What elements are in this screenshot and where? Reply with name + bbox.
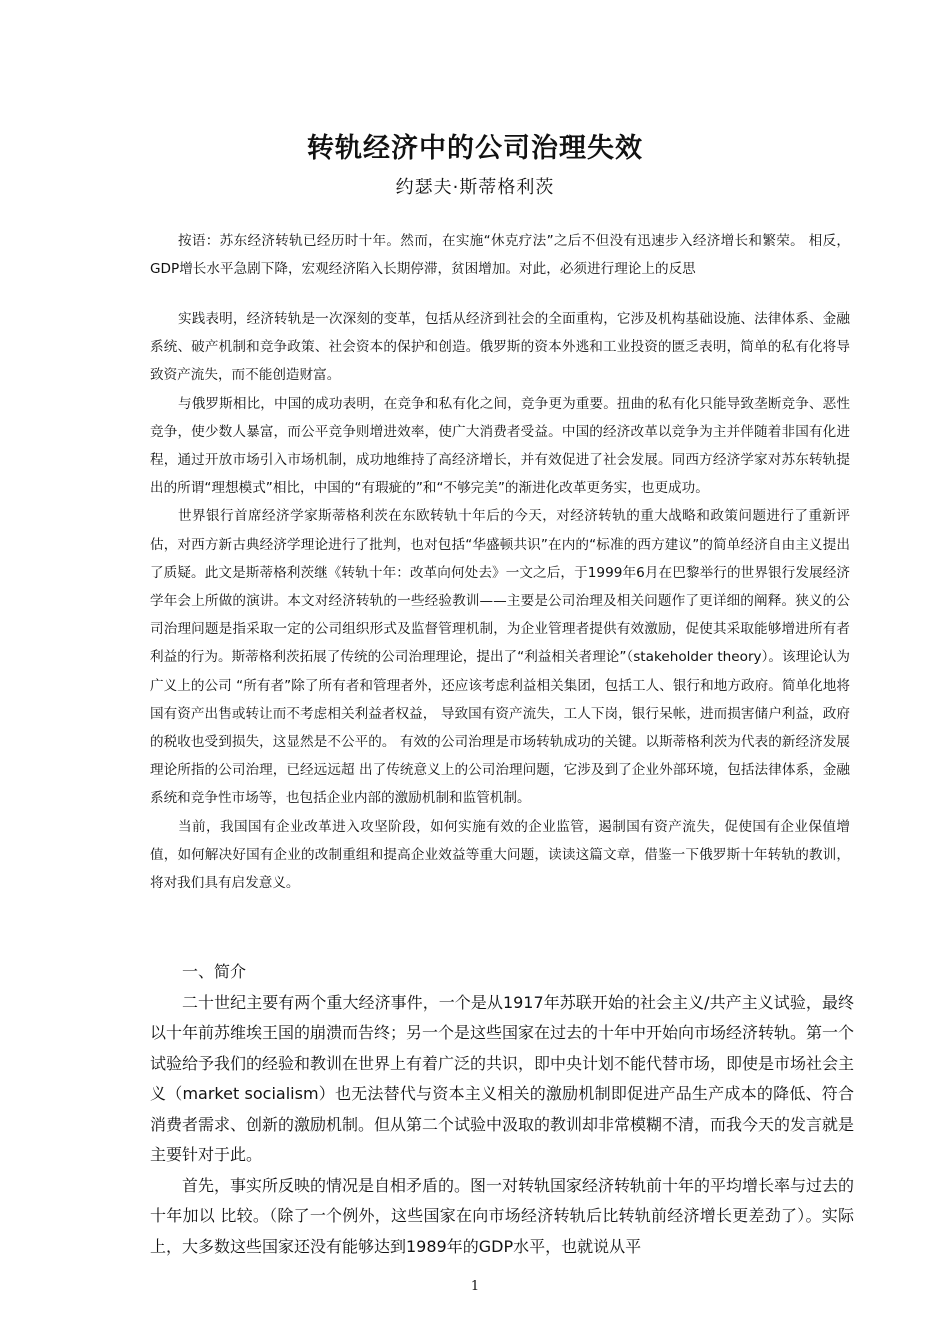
intro-section	[150, 305, 850, 897]
intro-paragraph: 世界银行首席经济学家斯蒂格利茨在东欧转轨十年后的今天，对经济转轨的重大战略和政策问题进行了重新评估，对西方新古典经济学理论进行了批判，也对包括“华盛顿共识”在内的“标准的西方建议”的简单经济自由主义提出了质疑。此文是斯蒂格利茨继《转轨十年：改革向何处去》一文之后，于1999年6月在巴黎举行的世界银行发展经济学年会上所做的演讲。本文对经济转轨的一些经验教训——主要是公司治理及相关问题作了更详细的阐释。狭义的公司治理问题是指采取一定的公司组织形式及监督管理机制，为企业管理者提供有效激励，促使其采取能够增进所有者利益的行为。斯蒂格利茨拓展了传统的公司治理理论，提出了“利益相关者理论”（stakeholder theory）。该理论认为广义上的公司 “所有者”除了所有者和管理者外，还应该考虑利益相关集团，包括工人、银行和地方政府。简单化地将国有资产出售或转让而不考虑相关利益者权益， 导致国有资产流失，工人下岗，银行呆帐，进而损害储户利益，政府的税收也受到损失，这显然是不公平的。 有效的公司治理是市场转轨成功的关键。以斯蒂格利茨为代表的新经济发展理论所指的公司治理，已经远远超 出了传统意义上的公司治理问题，它涉及到了企业外部环境，包括法律体系，金融系统和竞争性市场等，也包括企业内部的激励机制和监管机制。	[150, 508, 850, 807]
intro-paragraph: 与俄罗斯相比，中国的成功表明，在竞争和私有化之间，竞争更为重要。扭曲的私有化只能导致垄断竞争、恶性竞争，使少数人暴富，而公平竞争则增进效率，使广大消费者受益。中国的经济改革以竞争为主并伴随着非国有化进程，通过开放市场引入市场机制，成功地维持了高经济增长，并有效促进了社会发展。同西方经济学家对苏东转轨提出的所谓“理想模式”相比，中国的“有瑕疵的”和“不够完美”的渐进化改革更务实，也更成功。	[150, 395, 850, 497]
section-introduction	[150, 957, 854, 1262]
section-paragraph: 二十世纪主要有两个重大经济事件，一个是从1917年苏联开始的社会主义/共产主义试验，最终以十年前苏维埃王国的崩溃而告终；另一个是这些国家在过去的十年中开始向市场经济转轨。第一个试验给予我们的经验和教训在世界上有着广泛的共识，即中央计划不能代替市场，即使是市场社会主义（market socialism）也无法替代与资本主义相关的激励机制即促进产品生产成本的降低、符合消费者需求、创新的激励机制。但从第二个试验中汲取的教训却非常模糊不清，而我今天的发言就是主要针对于此。	[150, 992, 855, 1164]
section-paragraph: 首先，事实所反映的情况是自相矛盾的。图一对转轨国家经济转轨前十年的平均增长率与过去的十年加以 比较。（除了一个例外，这些国家在向市场经济转轨后比转轨前经济增长更差劲了）。实际上，大多数这些国家还没有能够达到1989年的GDP水平，也就说从平	[150, 1175, 855, 1256]
document-author: 约瑟夫·斯蒂格利茨	[395, 177, 555, 198]
editor-note-text: 按语：苏东经济转轨已经历时十年。然而，在实施“休克疗法”之后不但没有迅速步入经济增长和繁荣。 相反，GDP增长水平急剧下降，宏观经济陷入长期停滞，贫困增加。对此，必须进行理论上的反思	[150, 233, 850, 278]
document-title: 转轨经济中的公司治理失效	[307, 133, 643, 164]
intro-paragraph: 实践表明，经济转轨是一次深刻的变革，包括从经济到社会的全面重构，它涉及机构基础设施、法律体系、金融系统、破产机制和竞争政策、社会资本的保护和创造。俄罗斯的资本外逃和工业投资的匮乏表明，简单的私有化将导致资产流失，而不能创造财富。	[150, 311, 850, 384]
section-heading: 一、简介	[182, 962, 247, 981]
intro-paragraph: 当前，我国国有企业改革进入攻坚阶段，如何实施有效的企业监管，遏制国有资产流失，促使国有企业保值增值，如何解决好国有企业的改制重组和提高企业效益等重大问题，读读这篇文章，借鉴一下俄罗斯十年转轨的教训，将对我们具有启发意义。	[150, 818, 850, 892]
editor-note	[150, 227, 850, 283]
page-number: 1	[470, 1279, 480, 1294]
